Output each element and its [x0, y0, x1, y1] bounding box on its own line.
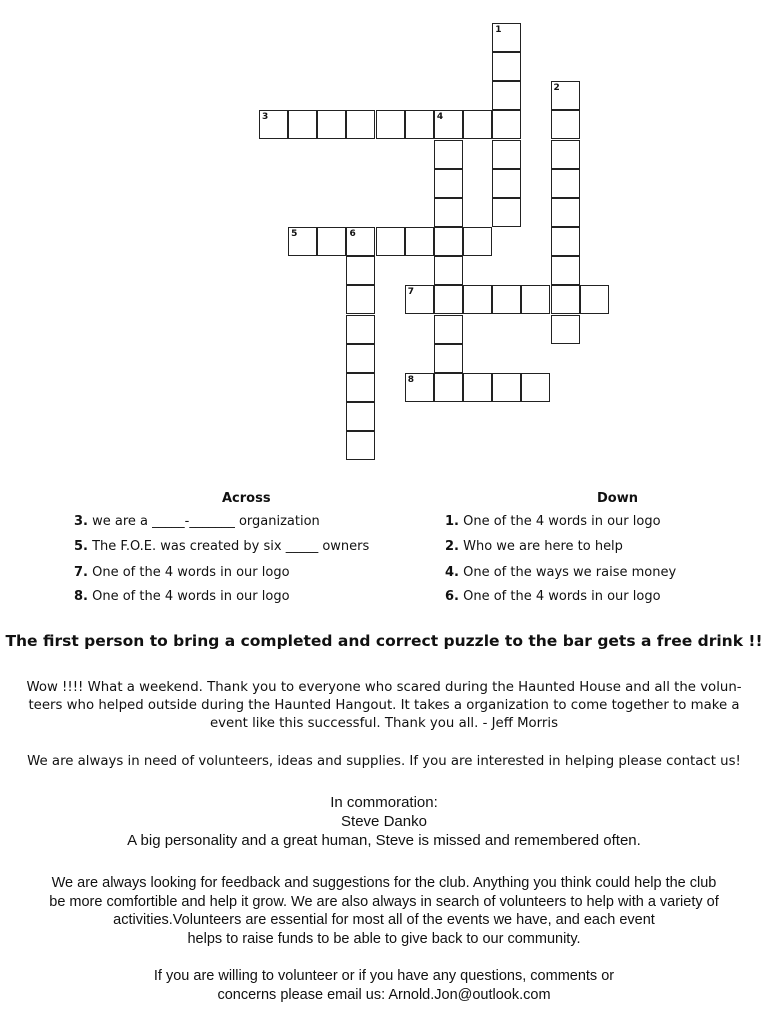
down-heading: Down [597, 491, 638, 506]
prize-announcement: The first person to bring a completed and correct puzzle to the bar gets a free drink !! [5, 632, 763, 650]
crossword-cell[interactable] [346, 344, 375, 373]
crossword-cell[interactable] [405, 110, 434, 139]
thanks-line: teers who helped outside during the Haunted Hangout. It takes a organization to come together to make a [28, 698, 740, 713]
clue-number: 5 [291, 229, 298, 240]
across-clue-3: 3. we are a _____-_______ organization [74, 514, 320, 529]
crossword-cell[interactable] [551, 81, 580, 110]
down-clue-2: 2. Who we are here to help [445, 539, 623, 554]
crossword-cell[interactable] [288, 110, 317, 139]
crossword-cell[interactable] [580, 285, 609, 314]
crossword-cell[interactable] [492, 81, 521, 110]
crossword-cell[interactable] [346, 373, 375, 402]
crossword-cell[interactable] [521, 373, 550, 402]
clue-number: 4 [436, 112, 444, 123]
feedback-line: be more comfortible and help it grow. We are also always in search of volunteers to help with a variety of [49, 893, 719, 910]
across-clue-5: 5. The F.O.E. was created by six _____ owners [74, 539, 370, 554]
clue-number: 6 [349, 229, 356, 240]
crossword-cell[interactable] [405, 227, 434, 256]
crossword-cell[interactable] [521, 285, 550, 314]
crossword-cell[interactable] [551, 169, 580, 198]
crossword-cell[interactable] [346, 227, 375, 256]
crossword-cell[interactable] [463, 373, 492, 402]
thanks-line: Wow !!!! What a weekend. Thank you to everyone who scared during the Haunted House and all the volun- [26, 680, 742, 695]
memorial-section [0, 793, 768, 850]
crossword-cell[interactable] [434, 169, 463, 198]
across-clue-7: 7. One of the 4 words in our logo [74, 565, 290, 580]
crossword-cell[interactable] [346, 315, 375, 344]
crossword-cell[interactable] [376, 110, 405, 139]
contact-paragraph [0, 967, 768, 1004]
memorial-heading: In commoration: [330, 794, 438, 811]
crossword-cell[interactable] [434, 140, 463, 169]
thanks-line: event like this successful. Thank you all. - Jeff Morris [209, 716, 559, 731]
thanks-paragraph [0, 679, 768, 733]
feedback-paragraph [0, 874, 768, 948]
feedback-line: helps to raise funds to be able to give back to our community. [187, 930, 581, 947]
crossword-cell[interactable] [346, 110, 375, 139]
down-clue-6: 6. One of the 4 words in our logo [445, 589, 661, 604]
crossword-cell[interactable] [551, 110, 580, 139]
crossword-cell[interactable] [463, 285, 492, 314]
crossword-cell[interactable] [376, 227, 405, 256]
clue-number: 1 [495, 25, 502, 35]
clue-number: 3 [262, 112, 269, 123]
crossword-cell[interactable] [317, 110, 346, 139]
crossword-cell[interactable] [434, 227, 463, 256]
crossword-cell[interactable] [463, 110, 492, 139]
crossword-cell[interactable] [551, 227, 580, 256]
down-clue-1: 1. One of the 4 words in our logo [445, 514, 661, 529]
crossword-cell[interactable] [346, 256, 375, 285]
crossword-cell[interactable] [434, 373, 463, 402]
across-clue-8: 8. One of the 4 words in our logo [74, 589, 290, 604]
memorial-name: Steve Danko [341, 813, 427, 830]
crossword-cell[interactable] [434, 110, 463, 139]
feedback-line: We are always looking for feedback and suggestions for the club. Anything you think could help the club [51, 875, 717, 891]
crossword-cell[interactable] [551, 315, 580, 344]
crossword-cell[interactable] [405, 285, 434, 314]
feedback-line: activities.Volunteers are essential for most all of the events we have, and each event [113, 912, 655, 928]
clue-number: 7 [407, 287, 415, 298]
crossword-grid [0, 0, 768, 470]
crossword-cell[interactable] [434, 198, 463, 227]
crossword-cell[interactable] [551, 198, 580, 227]
crossword-cell[interactable] [346, 402, 375, 431]
crossword-cell[interactable] [317, 227, 346, 256]
crossword-cell[interactable] [405, 373, 434, 402]
crossword-cell[interactable] [492, 198, 521, 227]
crossword-cell[interactable] [551, 256, 580, 285]
crossword-cell[interactable] [434, 344, 463, 373]
crossword-cell[interactable] [434, 285, 463, 314]
crossword-cell[interactable] [346, 431, 375, 460]
clue-number: 2 [553, 83, 560, 94]
crossword-cell[interactable] [492, 52, 521, 81]
memorial-text: A big personality and a great human, Steve is missed and remembered often. [127, 832, 641, 849]
crossword-cell[interactable] [434, 315, 463, 344]
crossword-cell[interactable] [259, 110, 288, 139]
crossword-cell[interactable] [492, 23, 521, 52]
crossword-cell[interactable] [434, 256, 463, 285]
volunteers-needed: We are always in need of volunteers, ideas and supplies. If you are interested in helping please contact us! [27, 754, 741, 769]
crossword-cell[interactable] [492, 169, 521, 198]
crossword-cell[interactable] [551, 285, 580, 314]
contact-line: concerns please email us: Arnold.Jon@outlook.com [217, 986, 551, 1003]
crossword-cell[interactable] [492, 110, 521, 139]
crossword-cell[interactable] [288, 227, 317, 256]
crossword-cell[interactable] [551, 140, 580, 169]
crossword-cell[interactable] [492, 373, 521, 402]
crossword-cell[interactable] [463, 227, 492, 256]
clue-number: 8 [407, 374, 415, 385]
crossword-cell[interactable] [492, 285, 521, 314]
crossword-cell[interactable] [492, 140, 521, 169]
across-heading: Across [222, 491, 271, 506]
down-clue-4: 4. One of the ways we raise money [445, 565, 677, 580]
contact-line: If you are willing to volunteer or if you have any questions, comments or [153, 968, 615, 984]
crossword-cell[interactable] [346, 285, 375, 314]
